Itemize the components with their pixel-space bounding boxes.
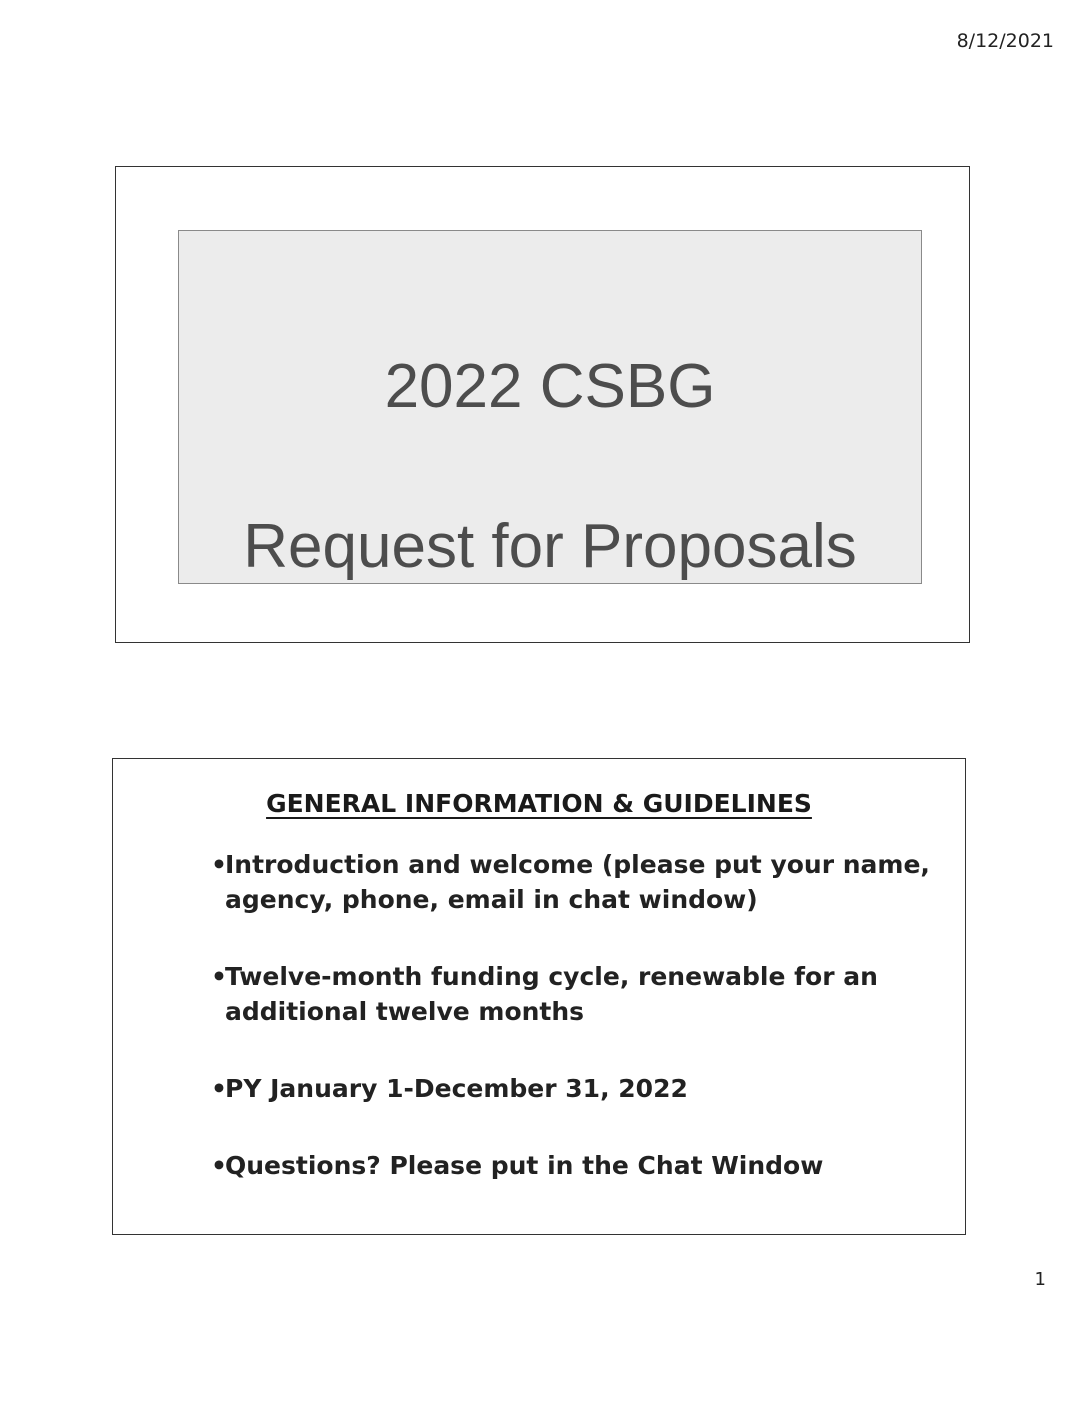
bullet-dot-icon: • [211, 1074, 227, 1103]
bullet-item [211, 847, 931, 917]
bullet-dot-icon: • [211, 1151, 227, 1180]
bullet-item [211, 959, 931, 1029]
bullet-text: Twelve-month funding cycle, renewable for an additional twelve months [225, 962, 878, 1026]
slide-heading: GENERAL INFORMATION & GUIDELINES [266, 789, 812, 818]
page-date: 8/12/2021 [956, 30, 1054, 52]
bullet-item [211, 1148, 931, 1183]
slide-title-line-2: Request for Proposals [243, 512, 857, 581]
page-number: 1 [1034, 1269, 1046, 1290]
bullet-list [211, 847, 931, 1183]
title-slide [115, 166, 970, 643]
slide-title-line-1: 2022 CSBG [384, 352, 716, 421]
bullet-text: Questions? Please put in the Chat Window [225, 1151, 824, 1180]
guidelines-slide [112, 758, 966, 1235]
bullet-text: Introduction and welcome (please put your name, agency, phone, email in chat window) [225, 850, 930, 914]
bullet-item [211, 1071, 931, 1106]
bullet-dot-icon: • [211, 962, 227, 991]
bullet-text: PY January 1-December 31, 2022 [225, 1074, 688, 1103]
title-panel [178, 230, 922, 584]
bullet-dot-icon: • [211, 850, 227, 879]
